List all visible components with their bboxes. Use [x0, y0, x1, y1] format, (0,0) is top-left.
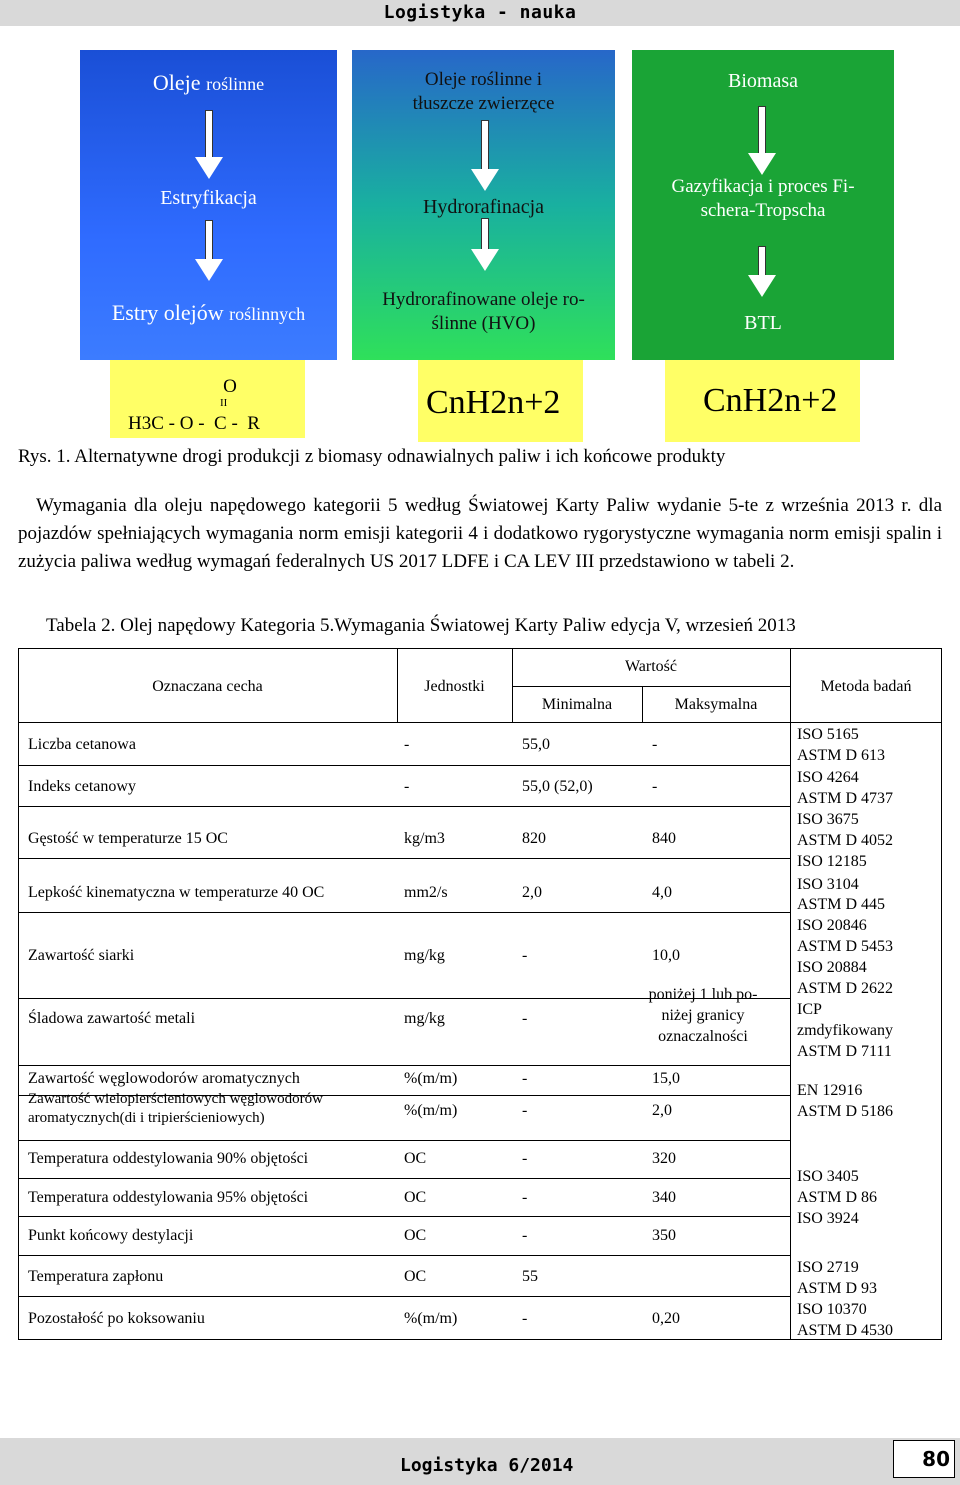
col2-product: Hydrorafinowane oleje ro- ślinne (HVO) — [382, 289, 585, 334]
table-cell-feature: Gęstość w temperaturze 15 OC — [28, 830, 228, 847]
diagram-column-vegetable-oils — [80, 50, 337, 360]
method-line: ISO 12185 — [797, 853, 867, 870]
table-cell-max: 15,0 — [652, 1070, 680, 1087]
table-cell-min: - — [522, 1310, 528, 1327]
method-line: ISO 3675 — [797, 811, 859, 828]
table-cell-max: 340 — [652, 1189, 676, 1206]
journal-issue: Logistyka 6/2014 — [400, 1455, 574, 1476]
row-divider — [18, 806, 790, 807]
method-line: EN 12916 — [797, 1082, 863, 1099]
table-cell-min: 55,0 — [522, 736, 550, 753]
formula-alkane: CnH2n+2 — [703, 382, 838, 419]
formula-box-btl — [665, 360, 860, 442]
method-line: ISO 3405 — [797, 1168, 859, 1185]
row-divider — [18, 1140, 790, 1141]
formula-box-ester — [110, 360, 305, 438]
table-cell-feature: Zawartość siarki — [28, 947, 135, 964]
table-cell-unit: kg/m3 — [404, 830, 445, 847]
table-cell-min: - — [522, 1070, 528, 1087]
method-line: ISO 3104 — [797, 876, 859, 893]
table-cell-min: 820 — [522, 830, 546, 847]
header-method: Metoda badań — [820, 678, 912, 695]
table-cell-feature: Lepkość kinematyczna w temperaturze 40 OC — [28, 884, 325, 901]
table-cell-feature: Temperatura zapłonu — [28, 1268, 164, 1285]
formula-oxygen: O — [223, 376, 237, 397]
method-line: ISO 20884 — [797, 959, 867, 976]
table-cell-min: - — [522, 1010, 528, 1027]
header-rule — [18, 722, 790, 723]
table-cell-min: - — [522, 1102, 528, 1119]
table-cell-unit: - — [404, 778, 410, 795]
table-cell-max: 840 — [652, 830, 676, 847]
col2-process: Hydrorafinacja — [422, 196, 545, 218]
method-line: ASTM D 4530 — [797, 1322, 894, 1339]
table-cell-max: poniżej 1 lub po-niżej granicy oznaczalności — [648, 986, 758, 1045]
table-cell-unit: - — [404, 736, 410, 753]
method-line: ASTM D 2622 — [797, 980, 894, 997]
method-line: zmdyfikowany — [797, 1022, 893, 1039]
table-cell-unit: %(m/m) — [404, 1070, 458, 1087]
method-line: ASTM D 5453 — [797, 938, 894, 955]
row-divider — [18, 1178, 790, 1179]
row-divider — [18, 765, 790, 766]
table-cell-max: - — [652, 778, 658, 795]
col1-product: Estry olejów roślinnych — [111, 300, 306, 325]
table-cell-feature: Zawartość wielopierścieniowych węglowodorów aromatycznych(di i tripierścieniowych) — [28, 1091, 323, 1126]
table-cell-unit: %(m/m) — [404, 1102, 458, 1119]
table-cell-feature: Pozostałość po koksowaniu — [28, 1310, 205, 1327]
method-line: ASTM D 86 — [797, 1189, 878, 1206]
table-cell-unit: OC — [404, 1227, 427, 1244]
method-line: ISO 3924 — [797, 1210, 859, 1227]
method-line: ASTM D 7111 — [797, 1043, 892, 1060]
table-cell-feature: Temperatura oddestylowania 95% objętości — [28, 1189, 309, 1206]
header-feature: Oznaczana cecha — [152, 678, 263, 695]
table-cell-feature: Zawartość węglowodorów aromatycznych — [28, 1070, 300, 1087]
table-cell-unit: mm2/s — [404, 884, 448, 901]
table-cell-min: - — [522, 1227, 528, 1244]
col1-process: Estryfikacja — [160, 187, 257, 209]
method-line: ASTM D 613 — [797, 747, 886, 764]
table-caption: Tabela 2. Olej napędowy Kategoria 5.Wymagania Światowej Karty Paliw edycja V, wrzesień 2013 — [46, 615, 796, 636]
method-line: ISO 20846 — [797, 917, 867, 934]
table-cell-max: 350 — [652, 1227, 676, 1244]
diagram-column-oils-fats — [352, 50, 615, 360]
value-header-rule — [512, 686, 790, 687]
formula-alkane: CnH2n+2 — [426, 384, 561, 421]
header-unit: Jednostki — [424, 678, 485, 695]
table-cell-unit: OC — [404, 1268, 427, 1285]
formula-ester: H3C - O - C - R — [128, 413, 260, 434]
row-divider — [18, 1065, 790, 1066]
table-cell-max: - — [652, 736, 658, 753]
col3-source: Biomasa — [728, 70, 798, 92]
formula-box-hvo — [418, 360, 583, 442]
table-cell-min: 55,0 (52,0) — [522, 778, 593, 795]
method-line: ASTM D 4737 — [797, 790, 894, 807]
table-cell-min: - — [522, 947, 528, 964]
table-cell-min: - — [522, 1189, 528, 1206]
header-rule — [790, 722, 942, 723]
method-line: ISO 4264 — [797, 769, 859, 786]
table-cell-feature: Temperatura oddestylowania 90% objętości — [28, 1150, 309, 1167]
method-line: ISO 5165 — [797, 726, 859, 743]
table-cell-max: 10,0 — [652, 947, 680, 964]
col2-source: Oleje roślinne i tłuszcze zwierzęce — [412, 69, 555, 114]
method-line: ASTM D 5186 — [797, 1103, 894, 1120]
table-cell-max: 4,0 — [652, 884, 672, 901]
row-divider — [18, 1255, 790, 1256]
row-divider — [18, 1296, 790, 1297]
row-divider — [18, 1216, 790, 1217]
header-min: Minimalna — [541, 696, 613, 713]
body-paragraph: Wymagania dla oleju napędowego kategorii 5 według Światowej Karty Paliw wydanie 5-te z września 2013 r. dla pojazdów spełniających wymagania norm emisji kategorii 4 i dodatkowo rygorystyczne wymagania norm emisji spalin i zużycia paliwa według wymagań federalnych US 2017 LDFE i CA LEV III przedstawiono w tabeli 2. — [18, 495, 942, 572]
header-title: Logistyka - nauka — [383, 2, 577, 23]
table-cell-min: 55 — [522, 1268, 538, 1285]
header-max: Maksymalna — [674, 696, 758, 713]
table-cell-unit: OC — [404, 1189, 427, 1206]
table-cell-min: - — [522, 1150, 528, 1167]
table-cell-unit: mg/kg — [404, 1010, 445, 1027]
table-cell-max: 0,20 — [652, 1310, 680, 1327]
method-line: ICP — [797, 1001, 822, 1018]
table-cell-max: 320 — [652, 1150, 676, 1167]
table-cell-min: 2,0 — [522, 884, 542, 901]
method-divider — [790, 648, 791, 1340]
row-divider — [18, 912, 790, 913]
table-cell-feature: Śladowa zawartość metali — [28, 1010, 196, 1027]
table-cell-unit: %(m/m) — [404, 1310, 458, 1327]
method-line: ASTM D 4052 — [797, 832, 894, 849]
col1-source: Oleje roślinne — [152, 70, 265, 95]
header-value: Wartość — [624, 658, 678, 675]
page-number: 80 — [893, 1440, 955, 1478]
table-cell-feature: Liczba cetanowa — [28, 736, 136, 753]
table-cell-max: 2,0 — [652, 1102, 672, 1119]
method-line: ISO 2719 — [797, 1259, 859, 1276]
table-cell-feature: Punkt końcowy destylacji — [28, 1227, 194, 1244]
formula-double-bond: II — [220, 397, 228, 409]
table-cell-feature: Indeks cetanowy — [28, 778, 136, 795]
row-divider — [18, 858, 790, 859]
table-cell-unit: mg/kg — [404, 947, 445, 964]
figure-caption: Rys. 1. Alternatywne drogi produkcji z biomasy odnawialnych paliw i ich końcowe produkty — [18, 446, 726, 467]
col3-process: Gazyfikacja i proces Fi- schera-Tropscha — [671, 176, 855, 221]
method-line: ASTM D 445 — [797, 896, 886, 913]
table-cell-unit: OC — [404, 1150, 427, 1167]
method-line: ASTM D 93 — [797, 1280, 878, 1297]
diagram-column-biomass — [632, 50, 894, 360]
col3-product: BTL — [744, 312, 782, 334]
method-line: ISO 10370 — [797, 1301, 867, 1318]
